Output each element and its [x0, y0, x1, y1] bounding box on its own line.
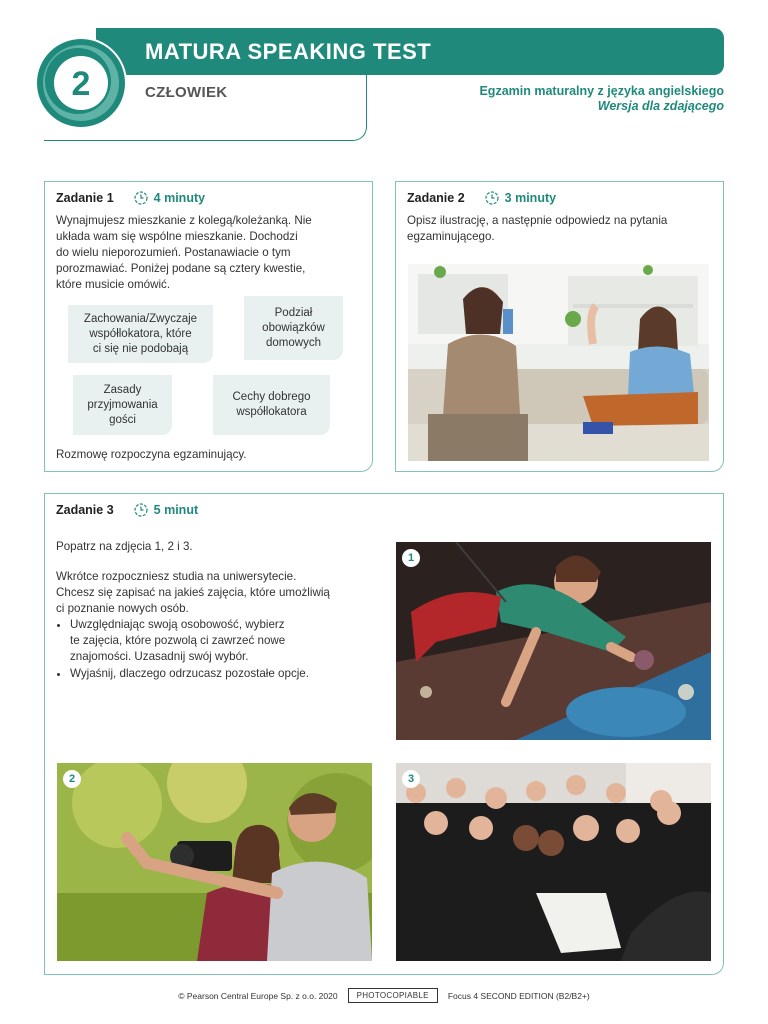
task1-line: do wielu nieporozumień. Postanawiacie o tym [56, 246, 291, 259]
task3-line: ci poznanie nowych osób. [56, 602, 189, 615]
photo-number: 3 [402, 770, 420, 788]
task3-intro: Popatrz na zdjęcia 1, 2 i 3. [56, 540, 193, 553]
clock-icon [134, 503, 148, 517]
task1-instructions [56, 213, 356, 293]
footer [0, 988, 768, 1003]
task2-line: Opisz ilustrację, a następnie odpowiedz na pytania [407, 214, 668, 227]
page-title: MATURA SPEAKING TEST [145, 39, 432, 64]
task3-time: 5 minut [153, 503, 199, 517]
task1-line: które musicie omówić. [56, 278, 171, 291]
task3-line: Wkrótce rozpoczniesz studia na uniwersytecie. [56, 570, 297, 583]
task3-paragraph [56, 569, 366, 617]
topic-card: Zasady przyjmowania gości [73, 375, 172, 435]
photography-photo [57, 763, 372, 961]
choir-photo [396, 763, 711, 961]
clock-icon [485, 191, 499, 205]
task3-bullets [56, 617, 370, 683]
topic-card: Cechy dobrego współlokatora [213, 375, 330, 435]
bullet-item: • Wyjaśnij, dlaczego odrzucasz pozostałe opcje. [70, 666, 370, 682]
topic-card: Podział obowiązków domowych [244, 296, 343, 360]
task1-label: Zadanie 1 [56, 191, 114, 205]
unit-badge-icon [34, 36, 128, 130]
task2-line: egzaminującego. [407, 230, 495, 243]
task2-header [407, 191, 556, 205]
task1-closing: Rozmowę rozpoczyna egzaminujący. [56, 448, 247, 461]
photocopiable-label: PHOTOCOPIABLE [348, 988, 438, 1003]
task2-instructions [407, 213, 712, 245]
task3-header [56, 503, 198, 517]
task1-line: Wynajmujesz mieszkanie z kolegą/koleżanką. Nie [56, 214, 312, 227]
climbing-photo [396, 542, 711, 740]
argument-photo [408, 264, 709, 461]
task1-line: układa wam się wspólne mieszkanie. Dochodzi [56, 230, 298, 243]
clock-icon [134, 191, 148, 205]
exam-line-2: Wersja dla zdającego [597, 99, 724, 113]
exam-line-1: Egzamin maturalny z języka angielskiego [479, 84, 724, 98]
bullet-item: • Uwzględniając swoją osobowość, wybierz te zajęcia, które pozwolą ci zawrzeć nowe znajomości. Uzasadnij swój wybór. [70, 617, 370, 665]
exam-info [479, 84, 724, 114]
edition: Focus 4 SECOND EDITION (B2/B2+) [447, 990, 590, 1001]
task3-line: Chcesz się zapisać na jakieś zajęcia, które umożliwią [56, 586, 330, 599]
task1-line: porozmawiać. Poniżej podane są cztery kwestie, [56, 262, 306, 275]
task3-label: Zadanie 3 [56, 503, 114, 517]
task2-label: Zadanie 2 [407, 191, 465, 205]
task1-header [56, 191, 205, 205]
photo-number: 2 [63, 770, 81, 788]
copyright: © Pearson Central Europe Sp. z o.o. 2020 [178, 990, 338, 1001]
unit-subtitle: CZŁOWIEK [145, 84, 228, 101]
photo-number: 1 [402, 549, 420, 567]
task1-time: 4 minuty [153, 191, 206, 205]
task2-time: 3 minuty [504, 191, 557, 205]
topic-card: Zachowania/Zwyczaje współlokatora, które ci się nie podobają [68, 305, 213, 363]
unit-number: 2 [71, 65, 91, 103]
